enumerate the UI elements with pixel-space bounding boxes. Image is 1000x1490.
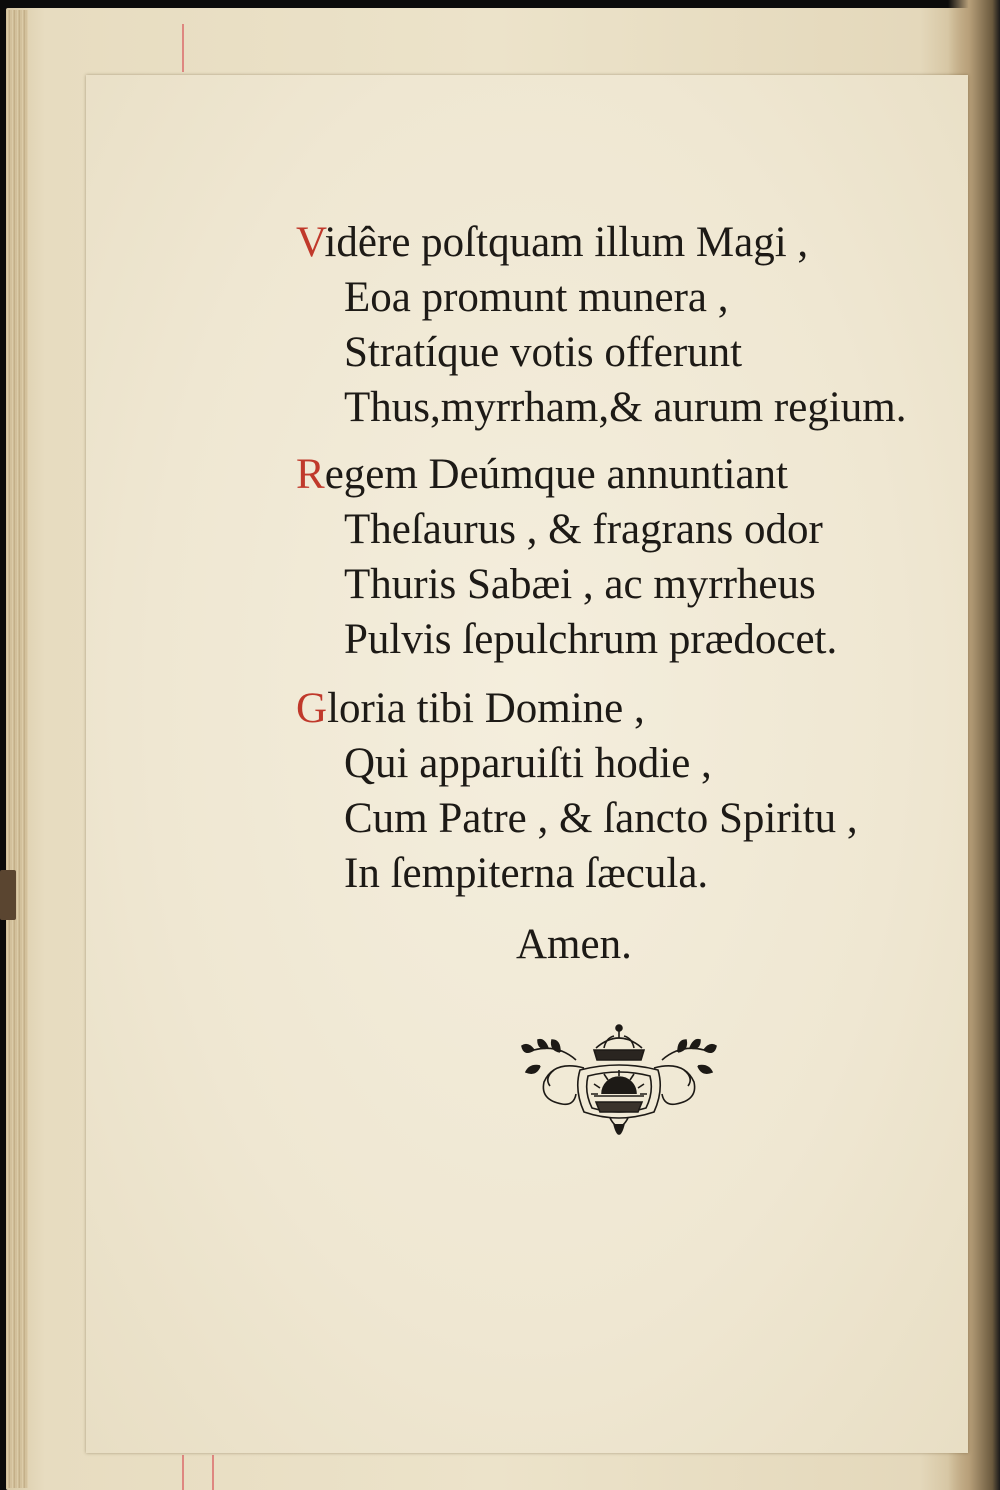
verse-line: Qui apparuiſti hodie , [344,740,712,787]
red-rule-top-left [182,24,184,72]
rubric-initial: V [296,219,325,266]
page-edge-stack [6,10,28,1488]
red-rule-bottom-left [182,1455,184,1490]
inserted-page [86,75,968,1453]
verse-line: Pulvis ſepulchrum prædocet. [344,616,838,663]
stanza-2-first-line: Regem Deúmque annuntiant [296,451,788,498]
stanza-1-first-line: Vidêre poſtquam illum Magi , [296,219,809,266]
rubric-initial: G [296,685,328,732]
stanza-2 [296,447,837,667]
show-through-text [366,1005,376,1052]
verse-line: Theſaurus , & fragrans odor [344,506,823,553]
binding-tab [0,870,16,920]
stanza-3 [296,681,858,901]
rubric-initial: R [296,451,325,498]
verse-line: Thus,myrrham,& aurum regium. [344,384,907,431]
verse-line: Cum Patre , & ſancto Spiritu , [344,795,858,842]
verse-line: Thuris Sabæi , ac myrrheus [344,561,816,608]
stanza-1 [296,215,906,435]
stanza-3-first-line: Gloria tibi Domine , [296,685,645,732]
crown-cartouche-ornament-icon [514,1020,724,1150]
verse-line: Stratíque votis offerunt [344,329,743,376]
red-rule-bottom-right [212,1455,214,1490]
amen-line: Amen. [516,921,632,968]
verse-line: In ſempiterna ſæcula. [344,850,709,897]
verse-line: Eoa promunt munera , [344,274,729,321]
